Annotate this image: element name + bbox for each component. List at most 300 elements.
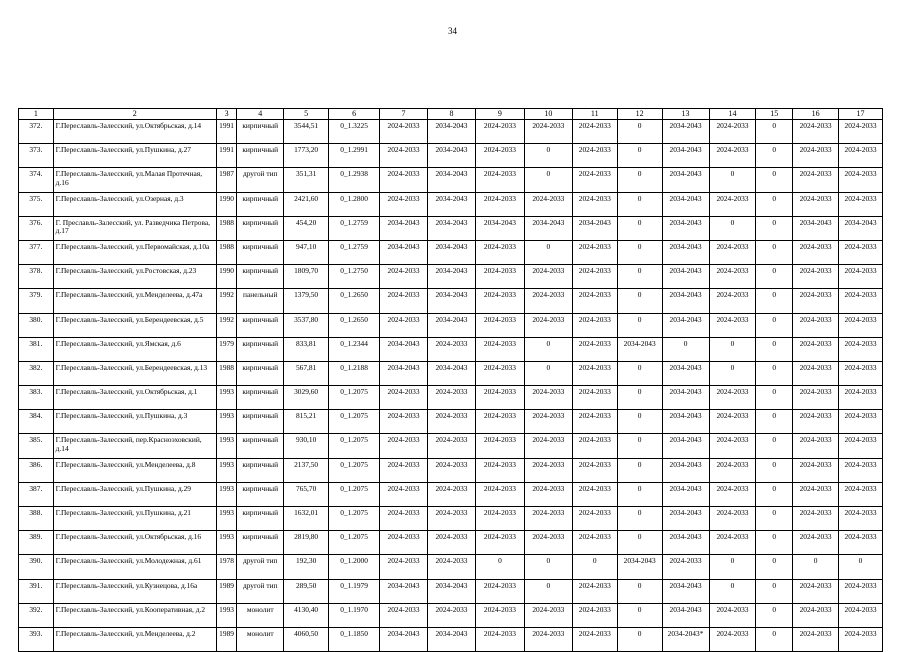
table-cell: 0 <box>617 410 662 434</box>
table-cell: 380. <box>19 313 54 337</box>
table-cell: 2024-2033 <box>793 120 839 144</box>
table-cell: 2024-2033 <box>839 337 883 361</box>
table-cell: 0 <box>617 458 662 482</box>
table-cell: 2024-2033 <box>793 192 839 216</box>
table-cell: 2024-2033 <box>524 507 572 531</box>
housing-registry-table <box>18 108 883 652</box>
column-header: 6 <box>329 109 380 120</box>
table-cell: 393. <box>19 627 54 651</box>
table-cell: 2024-2033 <box>709 313 756 337</box>
table-cell: 2024-2033 <box>793 240 839 264</box>
table-cell: 2024-2033 <box>524 265 572 289</box>
table-cell: 384. <box>19 410 54 434</box>
table-cell: 2024-2033 <box>839 531 883 555</box>
table-cell: 2024-2033 <box>793 337 839 361</box>
table-cell: 2024-2033 <box>380 313 428 337</box>
table-cell: 2024-2033 <box>572 120 617 144</box>
table-cell: 377. <box>19 240 54 264</box>
table-cell: 2024-2033 <box>475 265 524 289</box>
column-header: 14 <box>709 109 756 120</box>
table-cell: 378. <box>19 265 54 289</box>
table-cell: 2024-2033 <box>709 482 756 506</box>
table-cell: 2034-2043 <box>428 289 476 313</box>
table-cell: 376. <box>19 216 54 240</box>
table-cell: 2024-2033 <box>839 361 883 385</box>
table-cell: 2137,50 <box>284 458 329 482</box>
table-cell: 2024-2033 <box>572 386 617 410</box>
table-cell: 2034-2043 <box>428 313 476 337</box>
table-cell: 0 <box>617 482 662 506</box>
table-cell: 1993 <box>216 458 236 482</box>
table-cell: 2024-2033 <box>428 386 476 410</box>
table-cell: 0 <box>756 627 793 651</box>
table-cell: 0 <box>756 482 793 506</box>
table-cell: 2034-2043 <box>662 410 709 434</box>
table-cell: 2034-2043* <box>662 627 709 651</box>
table-cell: 2034-2043 <box>793 216 839 240</box>
column-header: 7 <box>380 109 428 120</box>
table-row <box>19 507 883 531</box>
table-cell: 2034-2043 <box>662 289 709 313</box>
table-cell: 2024-2033 <box>524 434 572 458</box>
address-cell: Г.Переславль-Залесский, ул.Октябрьская, д.16 <box>53 531 216 555</box>
table-row <box>19 603 883 627</box>
table-cell: 454,20 <box>284 216 329 240</box>
table-cell: 2024-2033 <box>572 579 617 603</box>
table-cell: 2024-2033 <box>428 410 476 434</box>
table-cell: 1979 <box>216 337 236 361</box>
table-cell: 1992 <box>216 289 236 313</box>
table-row <box>19 579 883 603</box>
column-header: 13 <box>662 109 709 120</box>
table-cell: 2024-2033 <box>475 361 524 385</box>
table-cell: 2024-2033 <box>475 579 524 603</box>
table-cell: монолит <box>237 627 284 651</box>
table-cell: 2024-2033 <box>709 434 756 458</box>
table-cell: 2024-2033 <box>524 482 572 506</box>
table-cell: кирпичный <box>237 144 284 168</box>
table-cell: другой тип <box>237 555 284 579</box>
table-cell: 2024-2033 <box>572 458 617 482</box>
table-cell: 2024-2033 <box>380 168 428 192</box>
table-cell: 2034-2043 <box>428 168 476 192</box>
table-cell: 2024-2033 <box>572 265 617 289</box>
table-cell: 2024-2033 <box>380 555 428 579</box>
table-cell: 0 <box>617 120 662 144</box>
table-cell: 2024-2033 <box>475 240 524 264</box>
table-cell: 0 <box>617 603 662 627</box>
table-cell: кирпичный <box>237 386 284 410</box>
table-cell: 1379,50 <box>284 289 329 313</box>
column-header: 11 <box>572 109 617 120</box>
table-cell: кирпичный <box>237 313 284 337</box>
table-cell: 2024-2033 <box>524 289 572 313</box>
table-cell: 2024-2033 <box>572 168 617 192</box>
table-cell: 388. <box>19 507 54 531</box>
table-row <box>19 216 883 240</box>
table-cell: 381. <box>19 337 54 361</box>
table-cell: кирпичный <box>237 216 284 240</box>
table-cell: 2024-2033 <box>662 555 709 579</box>
table-cell: 2024-2033 <box>380 434 428 458</box>
address-cell: Г.Переславль-Залесский, ул.Малая Протечная, д.16 <box>53 168 216 192</box>
table-cell: 0 <box>617 289 662 313</box>
table-cell: кирпичный <box>237 507 284 531</box>
table-cell: 1989 <box>216 627 236 651</box>
table-cell: 1990 <box>216 192 236 216</box>
table-cell: 567,81 <box>284 361 329 385</box>
table-cell: 0 <box>617 216 662 240</box>
table-cell: 2034-2043 <box>572 216 617 240</box>
table-cell: 2024-2033 <box>709 240 756 264</box>
table-cell: 2024-2033 <box>709 386 756 410</box>
table-cell: 2034-2043 <box>662 482 709 506</box>
table-cell: 1991 <box>216 144 236 168</box>
table-cell: 2024-2033 <box>428 507 476 531</box>
table-cell: кирпичный <box>237 337 284 361</box>
table-cell: 2024-2033 <box>572 192 617 216</box>
table-cell: 2024-2033 <box>839 240 883 264</box>
table-cell: другой тип <box>237 579 284 603</box>
table-row <box>19 144 883 168</box>
column-header: 8 <box>428 109 476 120</box>
table-cell: 0 <box>662 337 709 361</box>
table-cell: 2024-2033 <box>839 434 883 458</box>
table-cell: 375. <box>19 192 54 216</box>
table-cell: 2024-2033 <box>380 603 428 627</box>
table-cell: 1988 <box>216 361 236 385</box>
table-cell: 0 <box>524 361 572 385</box>
table-cell: 0_1.2075 <box>329 434 380 458</box>
table-cell: 2024-2033 <box>709 289 756 313</box>
table-cell: 2034-2043 <box>662 507 709 531</box>
table-cell: 2024-2033 <box>572 240 617 264</box>
table-cell: 0 <box>756 579 793 603</box>
table-cell: 4060,50 <box>284 627 329 651</box>
table-cell: 2034-2043 <box>475 216 524 240</box>
table-cell: 2024-2033 <box>380 410 428 434</box>
table-cell: 386. <box>19 458 54 482</box>
address-cell: Г.Переславль-Залесский, ул.Октябрьская, д.1 <box>53 386 216 410</box>
table-cell: 0 <box>617 168 662 192</box>
table-row <box>19 361 883 385</box>
table-cell: 2024-2033 <box>380 458 428 482</box>
table-cell: 2024-2033 <box>380 265 428 289</box>
table-row <box>19 386 883 410</box>
table-cell: кирпичный <box>237 482 284 506</box>
table-cell: 2024-2033 <box>839 386 883 410</box>
table-cell: 1993 <box>216 603 236 627</box>
table-cell: монолит <box>237 603 284 627</box>
table-cell: 0 <box>709 555 756 579</box>
table-cell: 0_1.1970 <box>329 603 380 627</box>
table-row <box>19 168 883 192</box>
table-cell: 0 <box>756 240 793 264</box>
table-cell: 2034-2043 <box>428 240 476 264</box>
column-header: 2 <box>53 109 216 120</box>
table-cell: 0 <box>756 289 793 313</box>
table-cell: 2034-2043 <box>662 579 709 603</box>
table-cell: 0 <box>524 144 572 168</box>
table-cell: 0 <box>709 168 756 192</box>
table-cell: 2024-2033 <box>839 507 883 531</box>
column-header: 9 <box>475 109 524 120</box>
table-cell: 0 <box>617 192 662 216</box>
table-cell: 2024-2033 <box>572 410 617 434</box>
table-cell: 2024-2033 <box>524 531 572 555</box>
table-cell: 0 <box>756 531 793 555</box>
table-cell: 2024-2033 <box>839 410 883 434</box>
table-cell: 0 <box>793 555 839 579</box>
table-row <box>19 240 883 264</box>
address-cell: Г.Переславль-Залесский, ул.Пушкина, д.21 <box>53 507 216 531</box>
table-row <box>19 482 883 506</box>
table-cell: 2024-2033 <box>380 482 428 506</box>
table-cell: 2024-2033 <box>475 313 524 337</box>
table-cell: 0 <box>756 337 793 361</box>
table-cell: 2034-2043 <box>617 555 662 579</box>
table-cell: 0 <box>617 240 662 264</box>
table-cell: 2034-2043 <box>380 627 428 651</box>
table-cell: 2024-2033 <box>839 168 883 192</box>
table-cell: 2024-2033 <box>524 192 572 216</box>
table-cell: 0 <box>756 192 793 216</box>
table-cell: 192,30 <box>284 555 329 579</box>
table-cell: 0_1.2075 <box>329 410 380 434</box>
table-cell: 0_1.2075 <box>329 482 380 506</box>
table-cell: 2024-2033 <box>428 337 476 361</box>
address-cell: Г.Переславль-Залесский, ул.Октябрьская, д.14 <box>53 120 216 144</box>
table-cell: кирпичный <box>237 531 284 555</box>
table-cell: 2024-2033 <box>475 192 524 216</box>
table-cell: 2024-2033 <box>380 120 428 144</box>
table-cell: 2024-2033 <box>475 337 524 361</box>
table-cell: 2024-2033 <box>709 603 756 627</box>
table-cell: 2024-2033 <box>380 507 428 531</box>
table-cell: 0 <box>524 337 572 361</box>
table-cell: 2024-2033 <box>572 289 617 313</box>
table-cell: 1992 <box>216 313 236 337</box>
table-cell: 2034-2043 <box>662 458 709 482</box>
table-cell: 2034-2043 <box>380 216 428 240</box>
table-cell: 2024-2033 <box>839 289 883 313</box>
table-cell: 0 <box>617 507 662 531</box>
table-cell: 2024-2033 <box>475 386 524 410</box>
page-number: 34 <box>448 26 457 36</box>
table-cell: кирпичный <box>237 265 284 289</box>
table-cell: 1993 <box>216 386 236 410</box>
table-row <box>19 289 883 313</box>
table-cell: 0_1.2188 <box>329 361 380 385</box>
table-cell: 2024-2033 <box>793 579 839 603</box>
table-cell: 2034-2043 <box>662 313 709 337</box>
table-row <box>19 531 883 555</box>
table-cell: 2024-2033 <box>428 555 476 579</box>
table-cell: 0 <box>756 410 793 434</box>
table-cell: 0 <box>756 313 793 337</box>
table-cell: 391. <box>19 579 54 603</box>
table-cell: 2034-2043 <box>662 168 709 192</box>
table-cell: 2024-2033 <box>839 579 883 603</box>
table-cell: 2024-2033 <box>572 144 617 168</box>
table-cell: 0_1.2075 <box>329 458 380 482</box>
table-cell: 833,81 <box>284 337 329 361</box>
table-cell: кирпичный <box>237 240 284 264</box>
address-cell: Г.Переславль-Залесский, ул.Ямская, д.6 <box>53 337 216 361</box>
table-cell: 1991 <box>216 120 236 144</box>
table-cell: 0_1.2075 <box>329 507 380 531</box>
table-cell: 385. <box>19 434 54 458</box>
table-cell: 0 <box>756 144 793 168</box>
table-cell: кирпичный <box>237 192 284 216</box>
table-cell: 2024-2033 <box>709 531 756 555</box>
table-cell: 2034-2043 <box>428 361 476 385</box>
table-cell: 0_1.2759 <box>329 216 380 240</box>
table-cell: 2024-2033 <box>524 120 572 144</box>
table-cell: 0_1.3225 <box>329 120 380 144</box>
table-cell: 1993 <box>216 434 236 458</box>
table-cell: 351,31 <box>284 168 329 192</box>
table-cell: 2024-2033 <box>475 410 524 434</box>
table-cell: 0 <box>617 627 662 651</box>
table-cell: 0_1.2759 <box>329 240 380 264</box>
table-cell: 0 <box>617 531 662 555</box>
table-cell: кирпичный <box>237 361 284 385</box>
address-cell: Г.Переславль-Залесский, ул.Менделеева, д.2 <box>53 627 216 651</box>
table-cell: 2024-2033 <box>793 313 839 337</box>
table-cell: 2024-2033 <box>475 289 524 313</box>
table-cell: 1978 <box>216 555 236 579</box>
table-row <box>19 265 883 289</box>
table-cell: 2024-2033 <box>428 603 476 627</box>
table-cell: 2024-2033 <box>428 434 476 458</box>
table-cell: 2819,80 <box>284 531 329 555</box>
table-cell: 379. <box>19 289 54 313</box>
table-cell: 2034-2043 <box>428 120 476 144</box>
table-cell: 2024-2033 <box>572 627 617 651</box>
table-cell: 0 <box>617 361 662 385</box>
table-cell: 0 <box>709 216 756 240</box>
table-cell: 0 <box>756 434 793 458</box>
address-cell: Г.Переславль-Залесский, ул.Пушкина, д.27 <box>53 144 216 168</box>
table-cell: 2024-2033 <box>839 458 883 482</box>
table-cell: 2024-2033 <box>524 627 572 651</box>
table-cell: 1993 <box>216 410 236 434</box>
table-cell: 2034-2043 <box>428 216 476 240</box>
table-cell: 2034-2043 <box>662 531 709 555</box>
table-row <box>19 555 883 579</box>
table-cell: панельный <box>237 289 284 313</box>
table-cell: 2034-2043 <box>662 192 709 216</box>
table-cell: 0 <box>756 458 793 482</box>
table-cell: 1773,20 <box>284 144 329 168</box>
table-cell: кирпичный <box>237 120 284 144</box>
table-cell: 2034-2043 <box>428 627 476 651</box>
table-cell: 1990 <box>216 265 236 289</box>
address-cell: Г.Переславль-Залесский, ул.Менделеева, д.8 <box>53 458 216 482</box>
table-cell: 0_1.1850 <box>329 627 380 651</box>
table-cell: 0_1.2650 <box>329 313 380 337</box>
table-cell: 373. <box>19 144 54 168</box>
table-cell: 2034-2043 <box>617 337 662 361</box>
table-cell: 2034-2043 <box>662 265 709 289</box>
table-cell: 0 <box>756 168 793 192</box>
table-cell: 0 <box>839 555 883 579</box>
column-header: 17 <box>839 109 883 120</box>
table-row <box>19 337 883 361</box>
table-row <box>19 192 883 216</box>
table-cell: 1988 <box>216 216 236 240</box>
table-cell: 2024-2033 <box>839 627 883 651</box>
table-cell: 0 <box>475 555 524 579</box>
address-cell: Г.Переславль-Залесский, ул.Берендеевская, д.13 <box>53 361 216 385</box>
table-cell: 2024-2033 <box>793 410 839 434</box>
table-cell: 2034-2043 <box>428 579 476 603</box>
address-cell: Г.Переславль-Залесский, ул.Менделеева, д.47а <box>53 289 216 313</box>
table-cell: 2024-2033 <box>475 627 524 651</box>
column-header: 1 <box>19 109 54 120</box>
table-cell: 2024-2033 <box>793 434 839 458</box>
table-cell: 382. <box>19 361 54 385</box>
table-cell: 2024-2033 <box>380 386 428 410</box>
table-cell: 2024-2033 <box>793 458 839 482</box>
table-cell: 0_1.2938 <box>329 168 380 192</box>
table-cell: 2024-2033 <box>380 531 428 555</box>
address-cell: Г.Переславль-Залесский, ул.Озерная, д.3 <box>53 192 216 216</box>
table-cell: 0_1.2991 <box>329 144 380 168</box>
address-cell: Г.Переславль-Залесский, ул.Пушкина, д.3 <box>53 410 216 434</box>
table-cell: 1988 <box>216 240 236 264</box>
table-cell: 0 <box>617 144 662 168</box>
table-cell: 2024-2033 <box>839 192 883 216</box>
table-cell: 0_1.2750 <box>329 265 380 289</box>
table-cell: 765,70 <box>284 482 329 506</box>
table-cell: 1993 <box>216 482 236 506</box>
table-cell: 0 <box>617 313 662 337</box>
table-cell: 2034-2043 <box>662 386 709 410</box>
table-cell: 374. <box>19 168 54 192</box>
table-cell: 2024-2033 <box>793 386 839 410</box>
column-header: 16 <box>793 109 839 120</box>
table-cell: 2024-2033 <box>572 434 617 458</box>
table-cell: 2024-2033 <box>572 361 617 385</box>
table-cell: 2024-2033 <box>524 386 572 410</box>
table-cell: 2024-2033 <box>475 531 524 555</box>
table-cell: 2024-2033 <box>380 192 428 216</box>
table-cell: 2024-2033 <box>839 265 883 289</box>
table-cell: 2024-2033 <box>839 603 883 627</box>
table-cell: 289,50 <box>284 579 329 603</box>
table-cell: 2024-2033 <box>709 627 756 651</box>
table-cell: 4130,40 <box>284 603 329 627</box>
table-cell: 2034-2043 <box>662 434 709 458</box>
table-cell: 2024-2033 <box>709 120 756 144</box>
table-cell: 2024-2033 <box>524 603 572 627</box>
table-cell: 3544,51 <box>284 120 329 144</box>
table-cell: 947,10 <box>284 240 329 264</box>
table-cell: 2034-2043 <box>380 337 428 361</box>
table-cell: 392. <box>19 603 54 627</box>
table-cell: 0_1.2344 <box>329 337 380 361</box>
table-cell: 2024-2033 <box>839 313 883 337</box>
table-cell: 2024-2033 <box>793 627 839 651</box>
table-cell: 0 <box>756 386 793 410</box>
table-cell: 389. <box>19 531 54 555</box>
table-cell: 390. <box>19 555 54 579</box>
table-cell: 0 <box>617 434 662 458</box>
address-cell: Г.Переславль-Залесский, ул.Первомайская, д.10а <box>53 240 216 264</box>
table-row <box>19 313 883 337</box>
